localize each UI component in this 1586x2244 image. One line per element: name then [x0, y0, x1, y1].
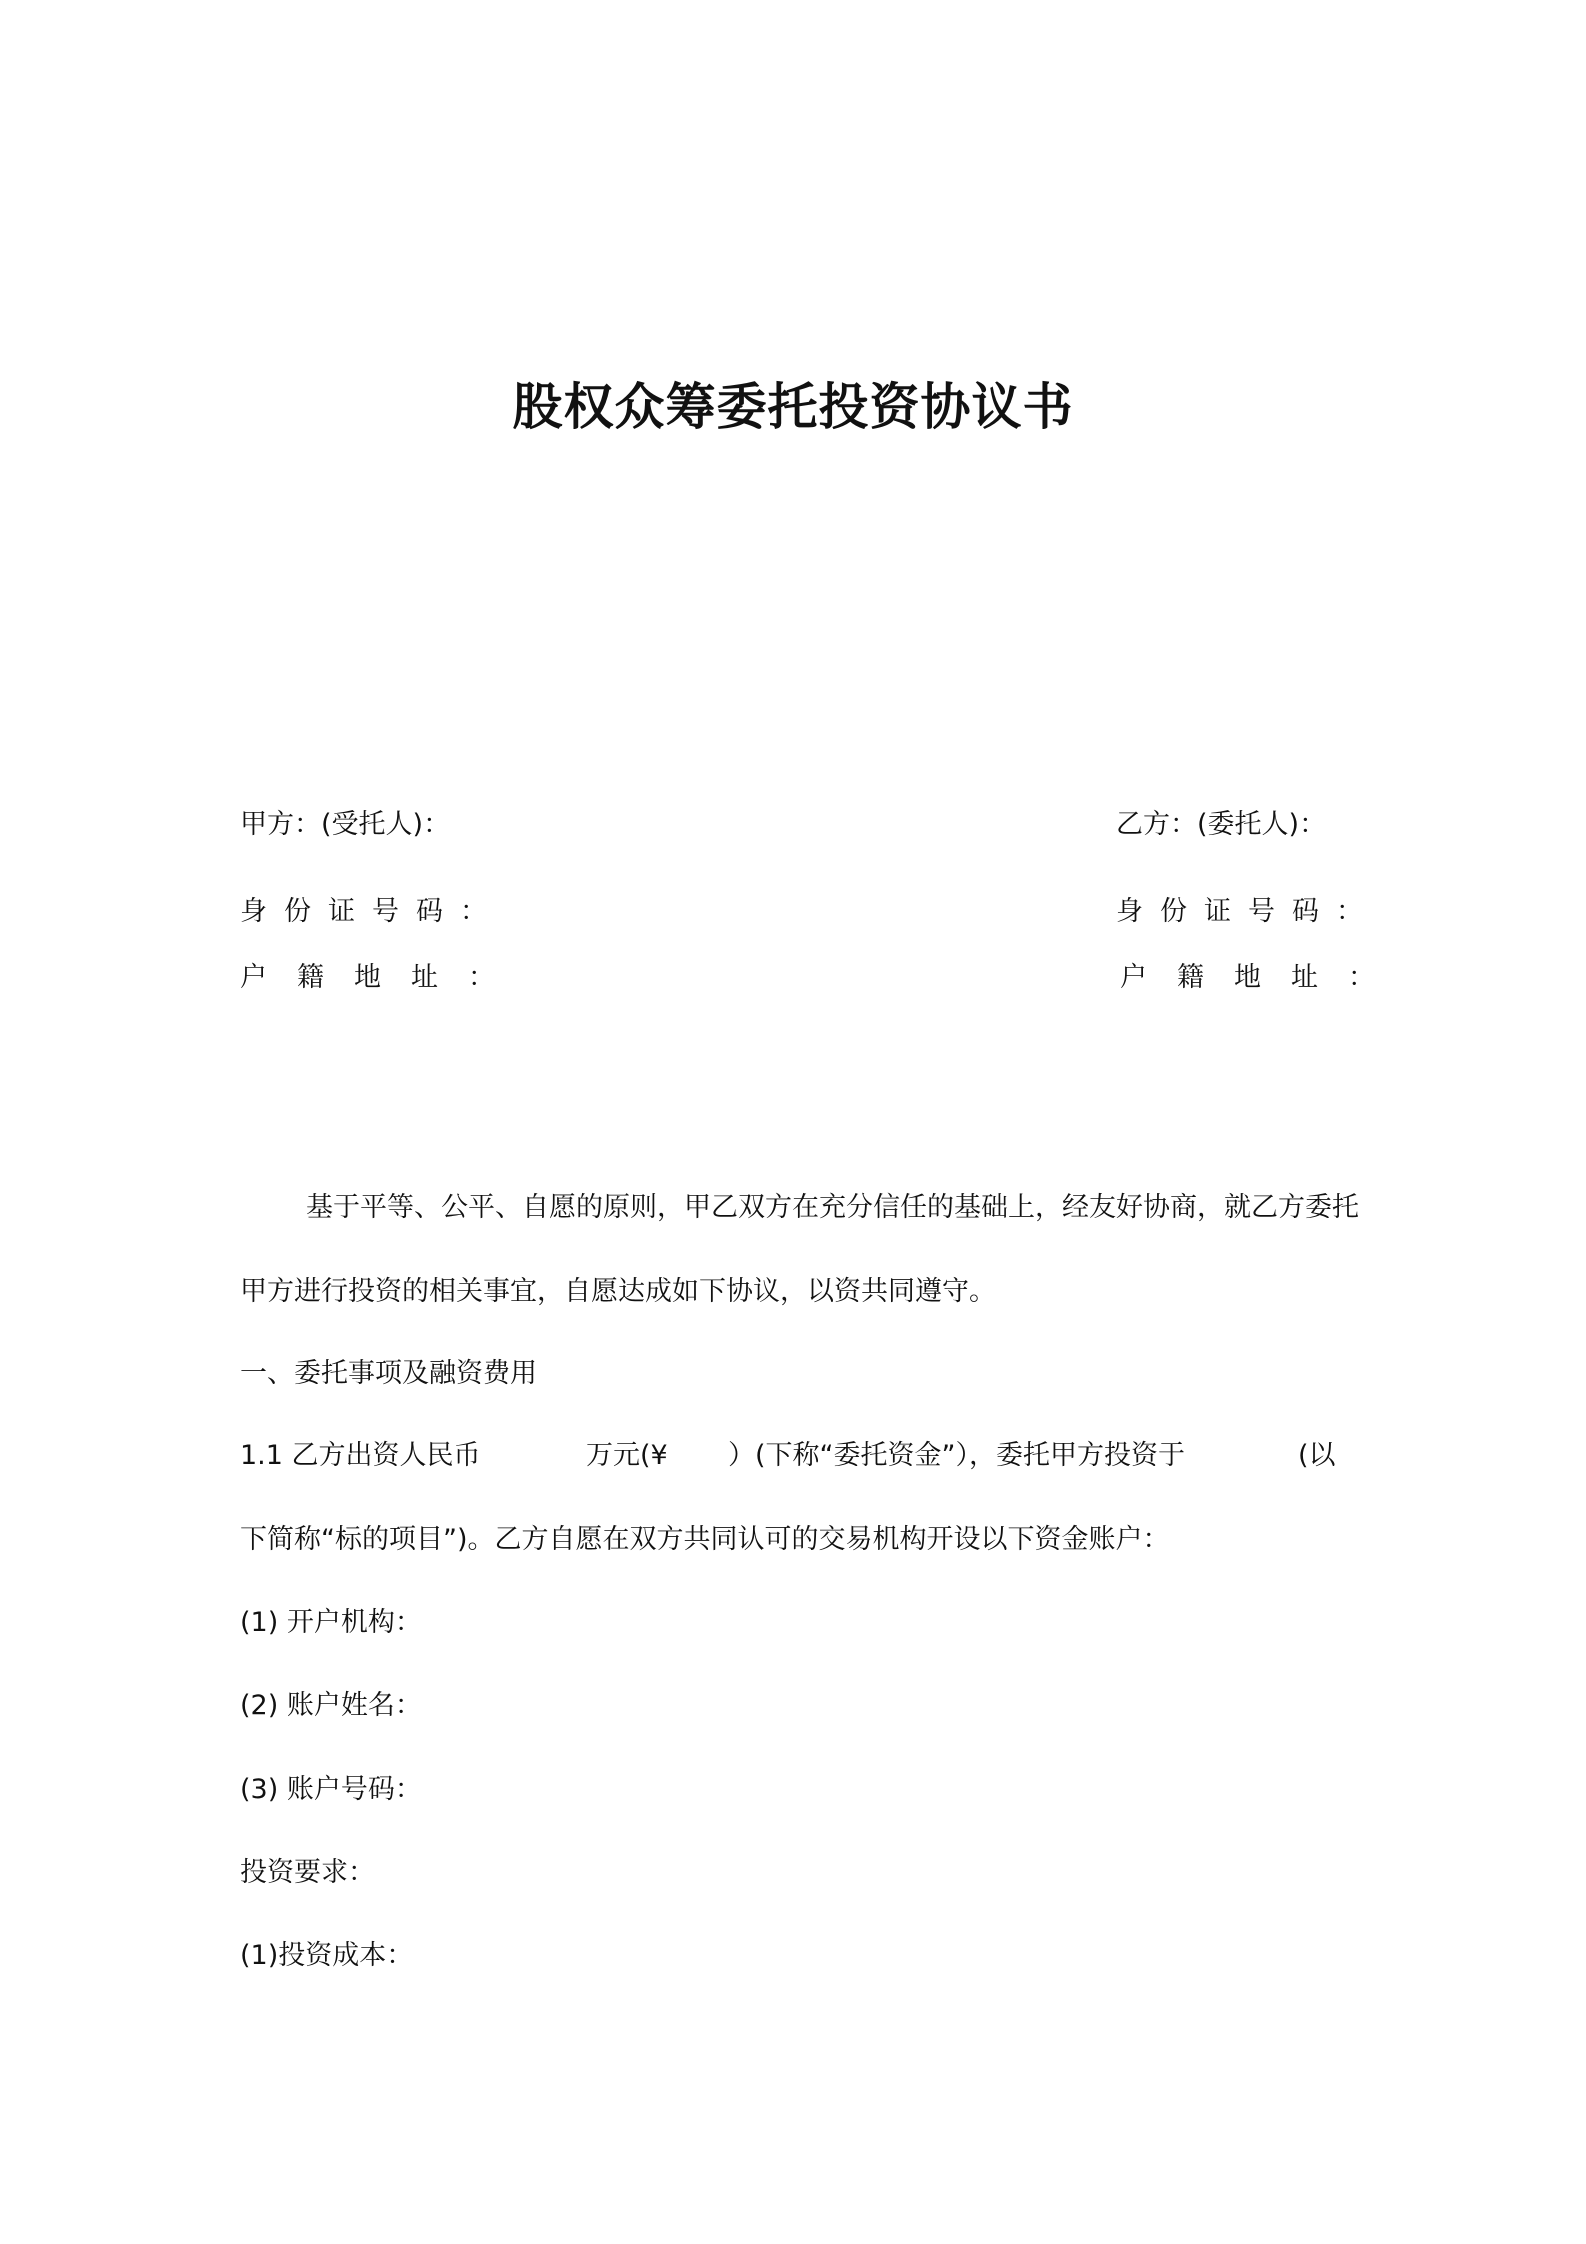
party-a-address-label: 户籍地址：	[240, 962, 525, 993]
section-1-heading: 一、委托事项及融资费用	[240, 1358, 537, 1389]
clause-1-1-line-2: 下简称“标的项目”)。乙方自愿在双方共同认可的交易机构开设以下资金账户：	[240, 1524, 1170, 1555]
document-title: 股权众筹委托投资协议书	[512, 378, 1074, 436]
party-a-id-label: 身份证号码：	[240, 896, 504, 927]
clause-1-1-part-1: 1.1 乙方出资人民币	[240, 1440, 481, 1471]
clause-1-1-part-2: 万元(¥	[586, 1440, 668, 1471]
intro-line-2: 甲方进行投资的相关事宜，自愿达成如下协议，以资共同遵守。	[240, 1276, 996, 1307]
account-item-3: (3) 账户号码：	[240, 1774, 422, 1805]
investment-requirements-label: 投资要求：	[240, 1857, 375, 1888]
intro-line-1: 基于平等、公平、自愿的原则，甲乙双方在充分信任的基础上，经友好协商，就乙方委托	[306, 1192, 1359, 1223]
party-b-id-label: 身份证号码：	[1116, 896, 1380, 927]
account-item-1: (1) 开户机构：	[240, 1607, 422, 1638]
party-a-label: 甲方：(受托人)：	[240, 809, 451, 840]
clause-1-1-part-4: (以	[1298, 1440, 1336, 1471]
party-b-address-label: 户籍地址：	[1120, 962, 1405, 993]
account-item-2: (2) 账户姓名：	[240, 1690, 422, 1721]
party-b-label: 乙方：(委托人)：	[1116, 809, 1327, 840]
investment-cost-label: (1)投资成本：	[240, 1940, 414, 1971]
clause-1-1-part-3: ）(下称“委托资金”），委托甲方投资于	[728, 1440, 1186, 1471]
